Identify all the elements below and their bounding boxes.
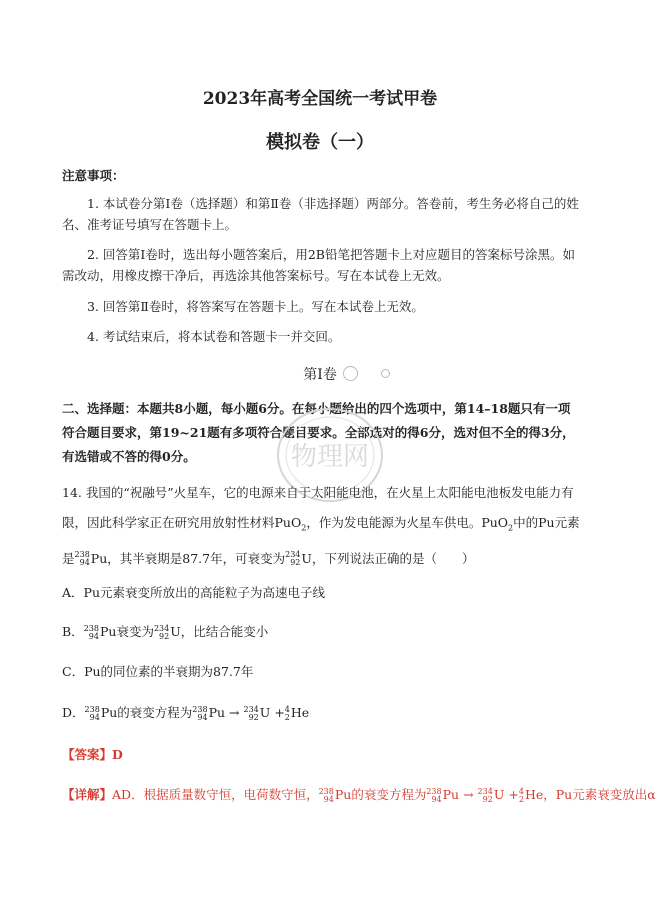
section-title: 第Ⅰ卷: [303, 367, 337, 383]
exam-title: 2023年高考全国统一考试甲卷: [202, 89, 438, 109]
answer-value: D: [112, 747, 123, 762]
stem-part-2: ，作为发电能源为火星车供电。PuO: [306, 515, 509, 530]
stem-subscript: 2: [301, 523, 307, 533]
notice-item-3: 3. 回答第Ⅱ卷时，将答案写在答题卡上。写在本试卷上无效。: [87, 299, 424, 314]
option-a: A．Pu元素衰变所放出的高能粒子为高速电子线: [62, 585, 325, 600]
stem-subscript-2: 2: [508, 523, 514, 533]
watermark-text: 物理网: [290, 442, 370, 472]
notice-item-2: 2. 回答第Ⅰ卷时，选出每小题答案后，用2B铅笔把答题卡上对应题目的答案标号涂黑。如需改动，用橡皮擦干净后，再选涂其他答案标号。写在本试卷上无效。: [62, 247, 575, 283]
option-b: B． 238 94 Pu衰变为 234 92 U，比结合能变小: [62, 623, 269, 641]
explanation-label: 【详解】: [62, 787, 113, 802]
stem-part-4: ，其半衰期是87.7年，可衰变为: [107, 550, 286, 566]
nuclide-pu-numbers: 238 94: [74, 550, 90, 567]
exam-subtitle: 模拟卷（一）: [266, 132, 374, 153]
answer-label: 【答案】: [62, 747, 113, 762]
nuclide-u-numbers: 234 92: [285, 550, 301, 567]
option-d: D． 238 94 Pu的衰变方程为 238 94 Pu → 234 92 U + 4 2 He: [62, 704, 310, 722]
section-instructions: 二、选择题：本题共8小题，每小题6分。在每小题给出的四个选项中，第14–18题只有一项符合题目要求，第19~21题有多项符合题目要求。全部选对的得6分，选对但不全的得3分，有选错或不答的得0分。: [62, 401, 575, 464]
decorative-dot-icon: [381, 369, 390, 378]
answer-line: [62, 744, 123, 765]
stem-part-3: 中的Pu元素是: [62, 515, 580, 566]
explanation-line: 【详解】AD．根据质量数守恒，电荷数守恒， 238 94 Pu的衰变方程为 238 94 Pu → 234 92 U + 4 2 He，Pu元素衰变放出α: [62, 786, 656, 804]
notice-item-4: 4. 考试结束后，将本试卷和答题卡一并交回。: [87, 329, 341, 344]
nuclide-u-symbol: U: [301, 550, 312, 566]
option-c: C．Pu的同位素的半衰期为87.7年: [62, 664, 254, 679]
nuclide-pu-symbol: Pu: [90, 550, 108, 566]
stem-part-1: 14. 我国的“祝融号”火星车，它的电源来自于太阳能电池，在火星上太阳能电池板发电能力有限，因此科学家正在研究用放射性材料PuO: [62, 485, 574, 530]
stem-part-5: ，下列说法正确的是（ ）: [311, 550, 475, 566]
question-stem: [62, 478, 592, 574]
notice-item-1: 1. 本试卷分第Ⅰ卷（选择题）和第Ⅱ卷（非选择题）两部分。答卷前，考生务必将自己的姓名、准考证号填写在答题卡上。: [62, 196, 579, 232]
decorative-circle-icon: [343, 366, 358, 381]
notice-heading: 注意事项：: [62, 168, 125, 183]
